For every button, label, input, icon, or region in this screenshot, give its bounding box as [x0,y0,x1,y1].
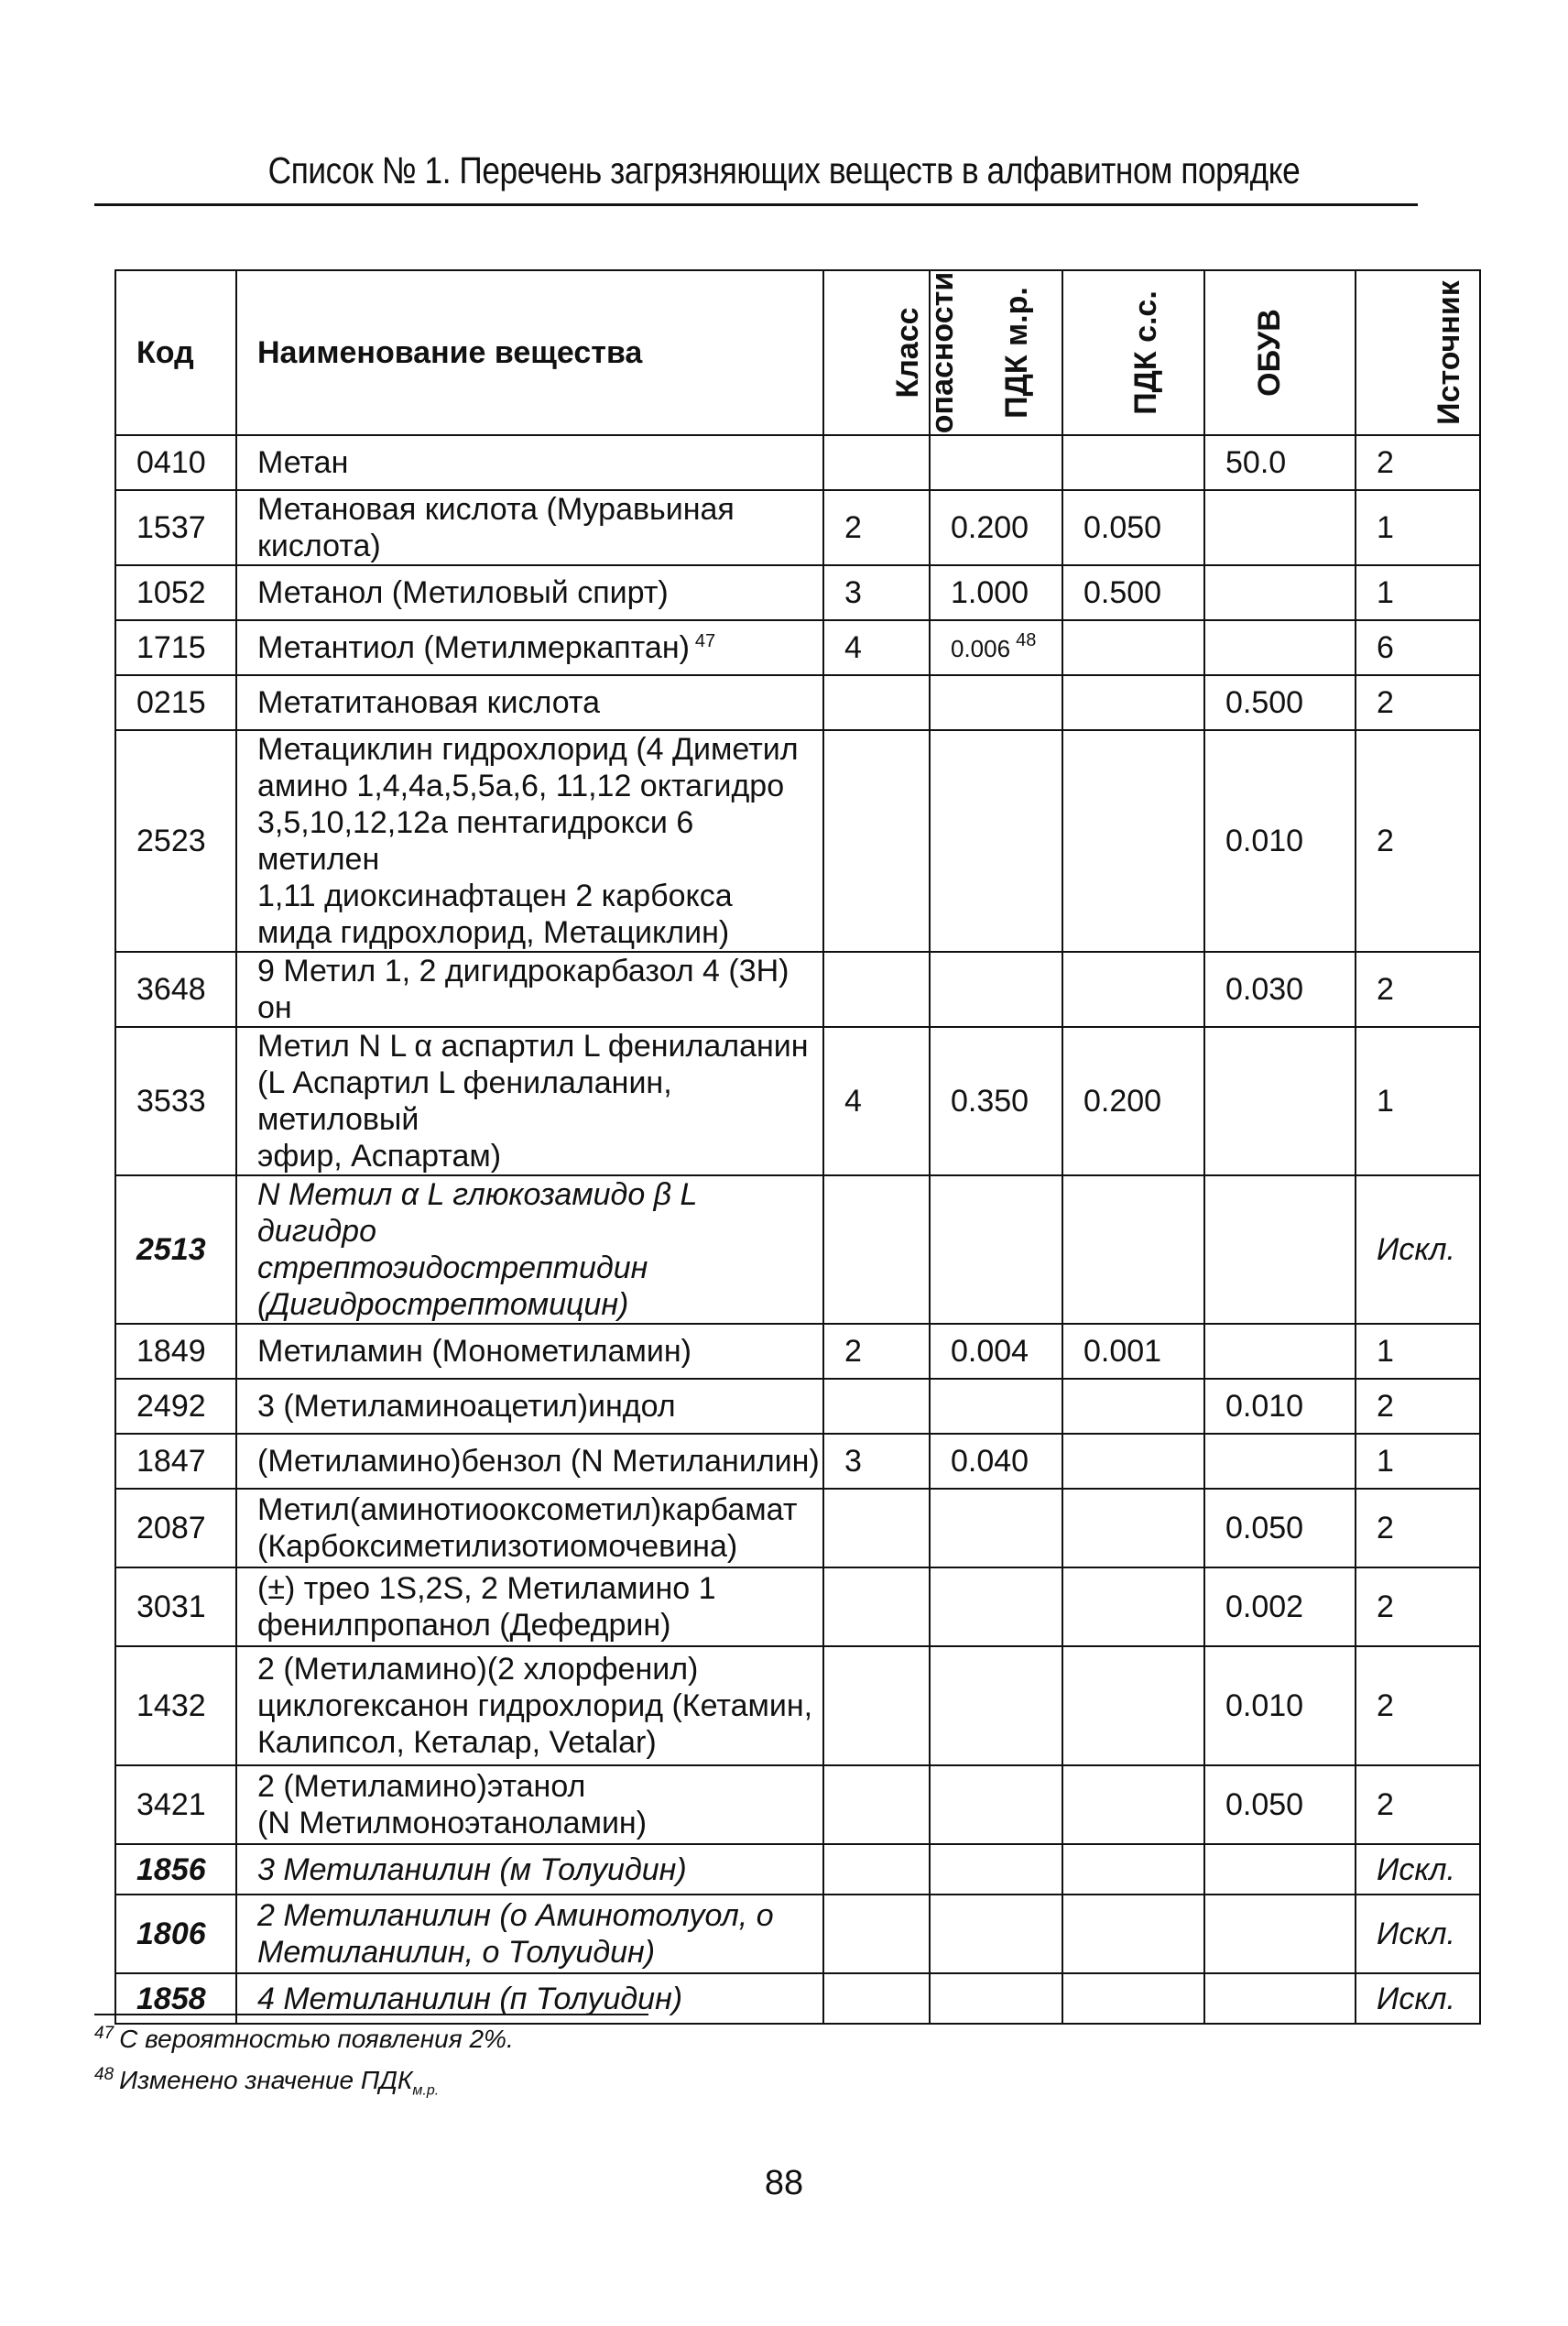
cell-name-line: Метиланилин, о Толуидин) [257,1935,656,1970]
cell-pdk-mr [930,730,1062,952]
cell-name-line: 4 Метиланилин (п Толуидин) [257,1981,683,2016]
cell-obuv [1204,1324,1356,1379]
cell-name-line: 3,5,10,12,12а пентагидрокси 6 метилен [257,805,694,877]
table-row [115,565,1480,620]
cell-obuv [1204,565,1356,620]
cell-pdk-mr [930,675,1062,730]
cell-code: 1432 [115,1646,236,1765]
cell-source: 6 [1356,620,1480,675]
cell-hazard-class: 4 [823,1027,930,1175]
cell-hazard-class: 3 [823,1434,930,1489]
cell-name [236,1434,823,1489]
cell-name-line: 3 (Метиламиноацетил)индол [257,1389,676,1424]
cell-source: 1 [1356,565,1480,620]
table-row [115,730,1480,952]
cell-pdk-mr [930,1646,1062,1765]
cell-obuv [1204,490,1356,565]
cell-pdk-mr [930,620,1062,675]
table-row [115,1765,1480,1844]
header-obuv-label: ОБУВ [1251,309,1287,397]
table-row [115,1844,1480,1895]
table-row [115,1324,1480,1379]
table-body [115,435,1480,2024]
cell-pdk-mr-value: 0.040 [951,1444,1029,1479]
cell-hazard-class [823,1895,930,1973]
cell-name [236,1379,823,1434]
cell-name-line: стрептоэидострептидин [257,1250,648,1285]
cell-name-line: (Карбоксиметилизотиомочевина) [257,1529,738,1564]
cell-obuv [1204,1175,1356,1324]
cell-code: 1715 [115,620,236,675]
footnote-subscript: м.р. [412,2082,440,2099]
cell-code: 1806 [115,1895,236,1973]
cell-source: 2 [1356,675,1480,730]
cell-hazard-class: 2 [823,1324,930,1379]
cell-name-line: Метановая кислота (Муравьиная кислота) [257,492,735,563]
footnote-48 [94,2064,440,2099]
header-name: Наименование вещества [236,270,823,435]
cell-name-line: Метатитановая кислота [257,685,600,720]
cell-obuv: 0.030 [1204,952,1356,1027]
header-pdk-ss-label: ПДК с.с. [1127,290,1163,415]
cell-name-line: Метантиол (Метилмеркаптан) [257,630,690,665]
footnote-mark: 47 [94,2023,114,2043]
table-row [115,1895,1480,1973]
cell-name [236,565,823,620]
cell-pdk-ss [1062,730,1204,952]
cell-pdk-mr [930,1844,1062,1895]
cell-code: 3533 [115,1027,236,1175]
cell-obuv: 0.010 [1204,730,1356,952]
cell-pdk-mr-value: 0.006 [951,635,1011,662]
cell-pdk-ss [1062,1175,1204,1324]
cell-name-line: Метиламин (Монометиламин) [257,1334,691,1369]
cell-pdk-ss [1062,952,1204,1027]
cell-obuv [1204,1973,1356,2024]
header-hazard-class-line1: Класс [890,306,926,399]
cell-pdk-mr-value: 0.350 [951,1084,1029,1119]
cell-obuv: 0.010 [1204,1646,1356,1765]
cell-hazard-class: 2 [823,490,930,565]
cell-name [236,1324,823,1379]
cell-pdk-mr [930,1895,1062,1973]
cell-source: 1 [1356,1434,1480,1489]
cell-obuv: 50.0 [1204,435,1356,490]
cell-name [236,620,823,675]
header-hazard-class-line2: опасности [925,271,961,433]
cell-name-line: Метан [257,445,349,480]
cell-obuv: 0.500 [1204,675,1356,730]
cell-name-line: Метил N L α аспартил L фенилаланин [257,1029,809,1064]
cell-code: 2523 [115,730,236,952]
cell-code: 3421 [115,1765,236,1844]
cell-hazard-class [823,730,930,952]
table-row [115,490,1480,565]
cell-name-line: циклогексанон гидрохлорид (Кетамин, [257,1688,813,1723]
cell-pdk-ss [1062,1646,1204,1765]
cell-source: Искл. [1356,1895,1480,1973]
cell-name-line: 3 Метиланилин (м Толуидин) [257,1851,687,1887]
header-obuv [1204,270,1356,435]
table-row [115,1567,1480,1646]
cell-pdk-mr [930,1434,1062,1489]
cell-pdk-mr [930,1489,1062,1567]
cell-name-line: (N Метилмоноэтаноламин) [257,1806,648,1840]
cell-code: 1052 [115,565,236,620]
cell-name-line: амино 1,4,4а,5,5а,6, 11,12 октагидро [257,769,785,803]
cell-hazard-class [823,675,930,730]
cell-pdk-mr [930,1567,1062,1646]
cell-name [236,675,823,730]
header-code: Код [115,270,236,435]
cell-code: 2087 [115,1489,236,1567]
cell-name-line: (Дигидрострептомицин) [257,1287,629,1322]
footnote-ref: 47 [694,630,716,651]
cell-code: 0410 [115,435,236,490]
cell-name-line: Калипсол, Кеталар, Vetalar) [257,1725,657,1760]
cell-name [236,490,823,565]
cell-pdk-ss [1062,1973,1204,2024]
cell-pdk-mr [930,1765,1062,1844]
cell-name-line: N Метил α L глюкозамидо β L дигидро [257,1177,697,1249]
cell-obuv [1204,620,1356,675]
table-row [115,952,1480,1027]
cell-pdk-ss [1062,1844,1204,1895]
table-row [115,435,1480,490]
cell-name-line: мида гидрохлорид, Метациклин) [257,915,730,950]
cell-source: 1 [1356,490,1480,565]
cell-name-line: Метил(аминотиооксометил)карбамат [257,1492,798,1527]
cell-code: 2513 [115,1175,236,1324]
cell-name-line: Метациклин гидрохлорид (4 Диметил [257,732,799,767]
cell-source: 1 [1356,1027,1480,1175]
substances-table [114,269,1481,2025]
cell-name-line: (Метиламино)бензол (N Метиланилин) [257,1444,820,1479]
cell-pdk-mr [930,435,1062,490]
cell-pdk-mr [930,1379,1062,1434]
cell-pdk-ss: 0.500 [1062,565,1204,620]
cell-name [236,1646,823,1765]
cell-name [236,1489,823,1567]
cell-hazard-class [823,1973,930,2024]
table-row [115,1973,1480,2024]
cell-name-line: 1,11 диоксинафтацен 2 карбокса [257,879,733,913]
cell-source: 2 [1356,1646,1480,1765]
footnote-divider [94,2014,648,2015]
cell-pdk-ss [1062,1567,1204,1646]
cell-code: 1849 [115,1324,236,1379]
cell-obuv: 0.010 [1204,1379,1356,1434]
cell-obuv: 0.050 [1204,1489,1356,1567]
cell-source: 2 [1356,435,1480,490]
cell-name [236,730,823,952]
cell-pdk-ss [1062,435,1204,490]
cell-name [236,1567,823,1646]
cell-code: 1858 [115,1973,236,2024]
footnote-47 [94,2025,514,2054]
cell-pdk-ss: 0.200 [1062,1027,1204,1175]
cell-source: 2 [1356,730,1480,952]
cell-source: 2 [1356,952,1480,1027]
footnote-mark: 48 [94,2064,114,2084]
cell-obuv [1204,1895,1356,1973]
table-header-row [115,270,1480,435]
cell-obuv [1204,1434,1356,1489]
cell-pdk-mr-value: 0.200 [951,510,1029,545]
page-number: 88 [764,2164,804,2202]
cell-source: 2 [1356,1489,1480,1567]
cell-code: 1856 [115,1844,236,1895]
cell-name [236,952,823,1027]
cell-hazard-class: 3 [823,565,930,620]
cell-code: 3031 [115,1567,236,1646]
cell-pdk-mr [930,565,1062,620]
cell-name [236,1895,823,1973]
cell-hazard-class [823,1379,930,1434]
cell-name-line: фенилпропанол (Дефедрин) [257,1608,671,1643]
cell-pdk-ss [1062,1434,1204,1489]
cell-source: 2 [1356,1765,1480,1844]
cell-pdk-ss: 0.001 [1062,1324,1204,1379]
cell-pdk-mr [930,1973,1062,2024]
footnote-ref: 48 [1016,629,1037,650]
cell-hazard-class: 4 [823,620,930,675]
cell-pdk-mr [930,490,1062,565]
cell-pdk-ss [1062,1489,1204,1567]
cell-name [236,1973,823,2024]
cell-hazard-class [823,1844,930,1895]
cell-hazard-class [823,952,930,1027]
cell-pdk-mr-value: 1.000 [951,575,1029,610]
cell-obuv: 0.050 [1204,1765,1356,1844]
cell-hazard-class [823,1646,930,1765]
header-source [1356,270,1480,435]
cell-source: 2 [1356,1379,1480,1434]
table-row [115,620,1480,675]
cell-hazard-class [823,1175,930,1324]
cell-code: 3648 [115,952,236,1027]
cell-name-line: 2 (Метиламино)этанол [257,1769,586,1804]
cell-name-line: 9 Метил 1, 2 дигидрокарбазол 4 (3Н) он [257,954,789,1025]
cell-code: 2492 [115,1379,236,1434]
cell-source: 2 [1356,1567,1480,1646]
cell-obuv: 0.002 [1204,1567,1356,1646]
cell-hazard-class [823,1489,930,1567]
cell-source: Искл. [1356,1844,1480,1895]
cell-source: Искл. [1356,1973,1480,2024]
cell-name-line: (±) трео 1S,2S, 2 Метиламино 1 [257,1571,716,1606]
header-pdk-ss [1062,270,1204,435]
cell-hazard-class [823,1567,930,1646]
cell-name [236,1027,823,1175]
cell-pdk-mr [930,1324,1062,1379]
cell-hazard-class [823,1765,930,1844]
cell-name [236,1175,823,1324]
footnote-text: Изменено значение ПДК [119,2066,413,2094]
cell-name-line: 2 Метиланилин (о Аминотолуол, о [257,1898,774,1933]
cell-obuv [1204,1844,1356,1895]
cell-pdk-ss [1062,1895,1204,1973]
cell-name [236,435,823,490]
cell-code: 0215 [115,675,236,730]
cell-code: 1847 [115,1434,236,1489]
cell-pdk-mr [930,952,1062,1027]
cell-name-line: Метанол (Метиловый спирт) [257,575,669,610]
table-row [115,1434,1480,1489]
cell-pdk-ss [1062,675,1204,730]
page-title: Список № 1. Перечень загрязняющих веществ в алфавитном порядке [267,149,1301,191]
table-row [115,1027,1480,1175]
cell-name-line: 2 (Метиламино)(2 хлорфенил) [257,1652,699,1687]
cell-pdk-ss [1062,1765,1204,1844]
cell-name [236,1765,823,1844]
cell-pdk-ss [1062,620,1204,675]
cell-pdk-ss: 0.050 [1062,490,1204,565]
cell-pdk-mr [930,1027,1062,1175]
cell-name-line: (L Аспартил L фенилаланин, метиловый [257,1065,672,1137]
cell-source: 1 [1356,1324,1480,1379]
table-row [115,675,1480,730]
header-hazard-class [823,270,961,435]
table-row [115,1646,1480,1765]
cell-name-line: эфир, Аспартам) [257,1139,502,1174]
table-row [115,1175,1480,1324]
table-row [115,1489,1480,1567]
cell-pdk-mr-value: 0.004 [951,1334,1029,1369]
header-source-label: Источник [1431,280,1466,425]
cell-name [236,1844,823,1895]
footnote-text: С вероятностью появления 2%. [119,2025,514,2053]
header-pdk-mr-label: ПДК м.р. [998,287,1034,419]
cell-obuv [1204,1027,1356,1175]
cell-pdk-mr [930,1175,1062,1324]
table-row [115,1379,1480,1434]
cell-pdk-ss [1062,1379,1204,1434]
cell-source: Искл. [1356,1175,1480,1324]
cell-hazard-class [823,435,930,490]
title-divider [94,203,1418,206]
cell-code: 1537 [115,490,236,565]
